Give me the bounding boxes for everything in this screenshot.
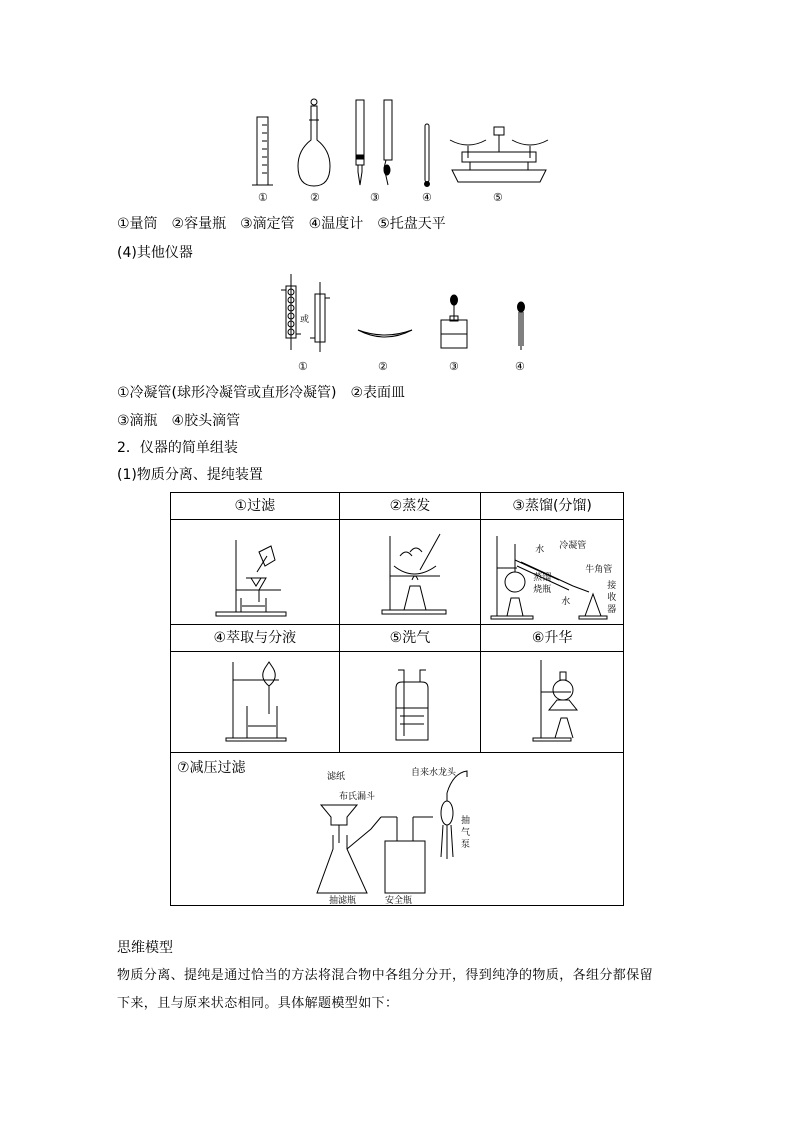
vacuum-filtration-apparatus	[171, 753, 625, 905]
thinking-model-heading: 思维模型	[117, 940, 173, 956]
or-label: 或	[300, 315, 310, 325]
other-caption-2: ③滴瓶 ④胶头滴管	[117, 413, 241, 429]
filtration-apparatus	[171, 520, 340, 624]
header-vacuum-filtration: ⑦减压过滤	[177, 760, 246, 776]
sublimation-apparatus	[481, 652, 624, 752]
label-receiver-1: 接	[607, 581, 617, 591]
vacuum-filtration-cell	[171, 753, 624, 906]
header-gas-washing: ⑤洗气	[339, 625, 481, 652]
measure-number-2: ②	[310, 191, 320, 204]
gas-washing-cell	[339, 652, 481, 753]
label-buchner-funnel: 布氏漏斗	[339, 792, 376, 802]
label-pump-1: 抽	[461, 816, 471, 826]
measure-number-4: ④	[422, 191, 432, 204]
other-instruments-illustration	[0, 0, 794, 380]
label-water-in: 水	[535, 545, 545, 555]
header-extraction: ④萃取与分液	[171, 625, 340, 652]
distillation-cell	[481, 520, 624, 625]
label-suction-flask: 抽滤瓶	[329, 896, 357, 906]
header-sublimation: ⑥升华	[481, 625, 624, 652]
thinking-model-line-1: 物质分离、提纯是通过恰当的方法将混合物中各组分分开，得到纯净的物质，各组分都保留	[117, 968, 654, 983]
label-receiver-2: 收	[607, 593, 617, 603]
label-flask-2: 烧瓶	[533, 585, 552, 595]
label-filter-paper: 滤纸	[327, 772, 346, 782]
other-number-1: ①	[298, 360, 308, 373]
other-number-4: ④	[515, 360, 525, 373]
other-caption-1: ①冷凝管(球形冷凝管或直形冷凝管) ②表面皿	[117, 385, 406, 401]
gas-washing-bottle	[340, 652, 482, 752]
label-receiver-3: 器	[607, 605, 617, 615]
extraction-apparatus	[171, 652, 340, 752]
header-filtration: ①过滤	[171, 493, 340, 520]
measure-number-3: ③	[370, 191, 380, 204]
label-water-out: 水	[561, 597, 571, 607]
header-evaporation: ②蒸发	[339, 493, 481, 520]
label-adapter: 牛角管	[585, 565, 613, 575]
label-pump-3: 泵	[461, 840, 471, 850]
measure-number-5: ⑤	[493, 191, 503, 204]
label-safety-flask: 安全瓶	[385, 896, 413, 906]
measure-number-1: ①	[258, 191, 268, 204]
header-distillation: ③蒸馏(分馏)	[481, 493, 624, 520]
label-condenser: 冷凝管	[559, 541, 587, 551]
label-tap: 自来水龙头	[411, 768, 457, 778]
separation-apparatus-table	[170, 492, 624, 906]
section-heading: 2．仪器的简单组装	[117, 440, 238, 456]
other-number-3: ③	[449, 360, 459, 373]
subsection-heading: (1)物质分离、提纯装置	[117, 467, 263, 483]
extraction-cell	[171, 652, 340, 753]
filtration-cell	[171, 520, 340, 625]
thinking-model-line-2: 下来，且与原来状态相同。具体解题模型如下：	[117, 996, 399, 1011]
evaporation-cell	[339, 520, 481, 625]
evaporation-apparatus	[340, 520, 482, 624]
other-instruments-heading: (4)其他仪器	[117, 245, 193, 261]
label-flask-1: 蒸馏	[533, 573, 552, 583]
label-pump-2: 气	[461, 828, 471, 838]
sublimation-cell	[481, 652, 624, 753]
measure-caption: ①量筒 ②容量瓶 ③滴定管 ④温度计 ⑤托盘天平	[117, 216, 446, 232]
other-number-2: ②	[378, 360, 388, 373]
